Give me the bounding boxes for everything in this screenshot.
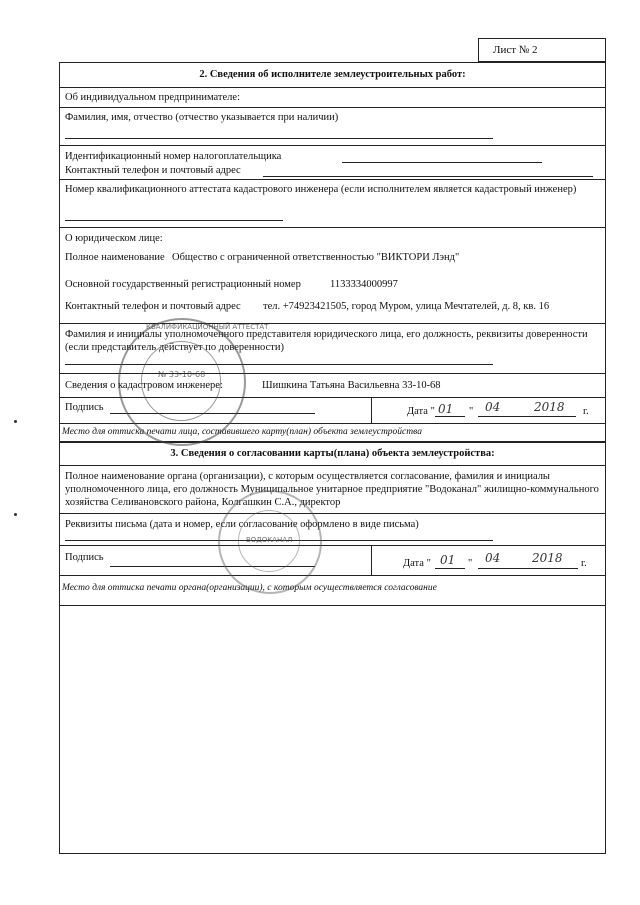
signature-label: Подпись xyxy=(65,402,104,413)
legal-contact-label: Контактный телефон и почтовый адрес xyxy=(65,301,241,312)
stamp3-note-row xyxy=(60,575,605,605)
inn-label: Идентификационный номер налогоплательщика xyxy=(65,151,282,162)
date-month: 04 xyxy=(485,400,501,414)
signature3-row: Подпись Дата " 01 " 04 2018 г. xyxy=(60,545,605,575)
date3-month: 04 xyxy=(485,551,501,565)
date3-year: 2018 xyxy=(532,551,563,565)
engineer-seal-inner xyxy=(141,341,221,421)
qualification-label: Номер квалификационного аттестата кадастрового инженера (если исполнителем является кадастровый инженер) xyxy=(65,184,577,195)
empty-area xyxy=(60,605,605,853)
org-text xyxy=(65,470,600,509)
org-value: Муниципальное унитарное предприятие "Водоканал" жилищно-коммунального хозяйства Селивановского района, Колгашкин С.А., директор xyxy=(65,484,599,508)
contact-label: Контактный телефон и почтовый адрес xyxy=(65,165,241,176)
land-plan-form xyxy=(59,62,606,854)
engineer-seal-number: № 33-10-68 xyxy=(158,370,206,379)
stamp3-note: Место для оттиска печати органа(организации), с которым осуществляется согласование xyxy=(62,583,437,593)
date-suffix: г. xyxy=(583,406,589,417)
fio-label: Фамилия, имя, отчество (отчество указывается при наличии) xyxy=(65,112,339,123)
sheet-number: Лист № 2 xyxy=(493,44,538,56)
qualification-row xyxy=(60,179,605,227)
section3-title: 3. Сведения о согласовании карты(плана) объекта землеустройства: xyxy=(170,448,495,459)
signature3-label: Подпись xyxy=(65,552,104,563)
inn-contact-row xyxy=(60,145,605,179)
contact-field[interactable] xyxy=(263,176,593,177)
fio-row xyxy=(60,107,605,145)
section2-title-row xyxy=(60,63,605,87)
date-label: Дата " xyxy=(407,406,435,417)
stamp-note: Место для оттиска печати лица, составившего карту(план) объекта землеустройства xyxy=(62,427,422,437)
engineer-value: Шишкина Татьяна Васильевна 33-10-68 xyxy=(262,380,441,391)
qualification-field[interactable] xyxy=(65,220,283,221)
fullname-value: Общество с ограниченной ответственностью "ВИКТОРИ Лэнд" xyxy=(172,252,460,263)
date3-suffix: г. xyxy=(581,558,587,569)
engineer-seal-ring-text: КВАЛИФИКАЦИОННЫЙ АТТЕСТАТ xyxy=(146,323,269,331)
ogrn-label: Основной государственный регистрационный номер xyxy=(65,279,301,290)
fio-field[interactable] xyxy=(65,138,493,139)
section2-title: 2. Сведения об исполнителе землеустроительных работ: xyxy=(199,69,466,80)
ogrn-value: 1133334000997 xyxy=(330,279,398,290)
engineer-label: Сведения о кадастровом инженере: xyxy=(65,380,223,391)
date-day: 01 xyxy=(438,402,454,416)
inn-field[interactable] xyxy=(342,162,542,163)
letter-label: Реквизиты письма (дата и номер, если согласование оформлено в виде письма) xyxy=(65,519,419,530)
margin-mark xyxy=(14,513,17,516)
signature-row: Подпись Дата " 01 " 04 2018 г. xyxy=(60,397,605,423)
date-year: 2018 xyxy=(534,400,565,414)
sheet-number-box xyxy=(478,38,606,62)
legal-entity-row xyxy=(60,227,605,323)
legal-header: О юридическом лице: xyxy=(65,233,163,244)
individual-header: Об индивидуальном предпринимателе: xyxy=(65,92,240,103)
org-label: Полное наименование органа (организации), с которым осуществляется согласование, фамилия и инициалы уполномоченного лица, его должность xyxy=(65,471,550,495)
section3-title-row xyxy=(60,441,605,465)
legal-contact-value: тел. +74923421505, город Муром, улица Мечтателей, д. 8, кв. 16 xyxy=(263,301,550,312)
date3-day: 01 xyxy=(440,553,456,567)
fullname-label: Полное наименование xyxy=(65,252,165,263)
org-row xyxy=(60,465,605,513)
individual-header-row xyxy=(60,87,605,107)
vodokanal-seal-text: ВОДОКАНАЛ xyxy=(246,536,293,544)
margin-mark xyxy=(14,420,17,423)
date3-label: Дата " xyxy=(403,558,431,569)
representative-label: Фамилия и инициалы уполномоченного представителя юридического лица, его должность, реквизиты доверенности (если представитель действует по доверенности) xyxy=(65,329,588,353)
letter-row xyxy=(60,513,605,545)
